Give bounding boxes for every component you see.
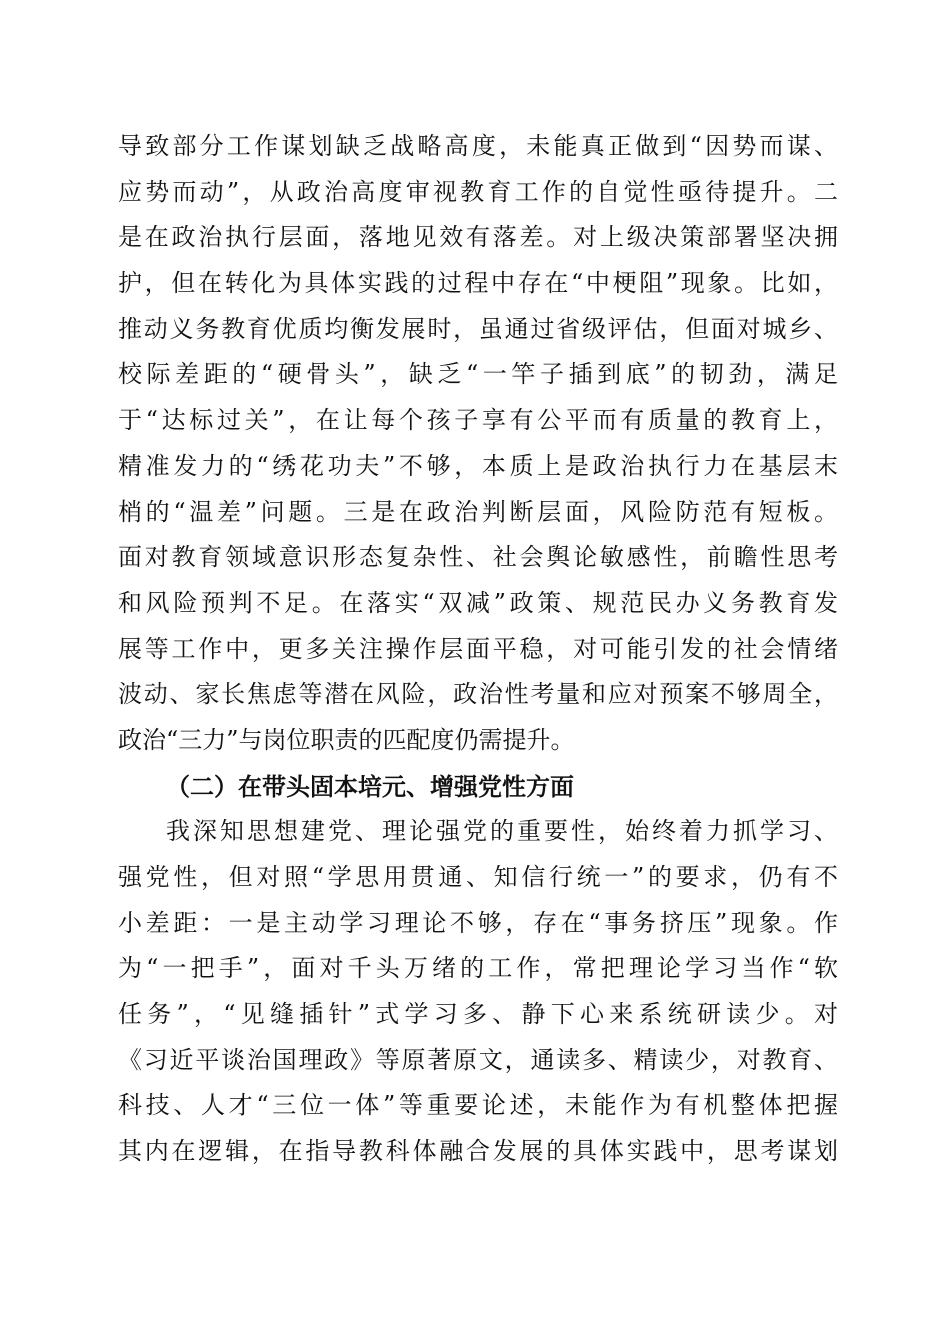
text-line: 展等工作中，更多关注操作层面平稳，对可能引发的社会情绪 (118, 634, 838, 663)
text-line: 为“一把手”，面对千头万绪的工作，常把理论学习当作“软 (118, 954, 838, 983)
text-line: 精准发力的“绣花功夫”不够，本质上是政治执行力在基层末 (118, 451, 838, 480)
text-line: 校际差距的“硬骨头”，缺乏“一竿子插到底”的韧劲，满足 (118, 360, 838, 389)
text-line: 护，但在转化为具体实践的过程中存在“中梗阻”现象。比如， (118, 269, 838, 298)
text-line: 面对教育领域意识形态复杂性、社会舆论敏感性，前瞻性思考 (118, 543, 838, 572)
section-heading: （二）在带头固本培元、增强党性方面 (166, 771, 574, 801)
text-line: 波动、家长焦虑等潜在风险，政治性考量和应对预案不够周全， (118, 680, 838, 709)
text-line: 是在政治执行层面，落地见效有落差。对上级决策部署坚决拥 (118, 223, 838, 252)
text-line: 科技、人才“三位一体”等重要论述，未能作为有机整体把握 (118, 1091, 838, 1120)
text-line: 政治“三力”与岗位职责的匹配度仍需提升。 (118, 725, 575, 754)
text-line: 梢的“温差”问题。三是在政治判断层面，风险防范有短板。 (118, 497, 838, 526)
text-line: 强党性，但对照“学思用贯通、知信行统一”的要求，仍有不 (118, 863, 838, 891)
text-line: 导致部分工作谋划缺乏战略高度，未能真正做到“因势而谋、 (118, 132, 838, 160)
paragraph-first-line: 我深知思想建党、理论强党的重要性，始终着力抓学习、 (166, 817, 838, 846)
text-line: 《习近平谈治国理政》等原著原文，通读多、精读少，对教育、 (118, 1045, 838, 1074)
text-line: 于“达标过关”，在让每个孩子享有公平而有质量的教育上， (118, 406, 838, 435)
body-text (118, 124, 838, 1175)
text-line: 其内在逻辑，在指导教科体融合发展的具体实践中，思考谋划 (118, 1137, 838, 1166)
text-line: 小差距：一是主动学习理论不够，存在“事务挤压”现象。作 (118, 908, 838, 937)
text-line: 和风险预判不足。在落实“双减”政策、规范民办义务教育发 (118, 588, 838, 617)
text-line: 推动义务教育优质均衡发展时，虽通过省级评估，但面对城乡、 (118, 314, 838, 343)
text-line: 应势而动”，从政治高度审视教育工作的自觉性亟待提升。二 (118, 177, 838, 206)
text-line: 任务”，“见缝插针”式学习多、静下心来系统研读少。对 (118, 1000, 838, 1029)
